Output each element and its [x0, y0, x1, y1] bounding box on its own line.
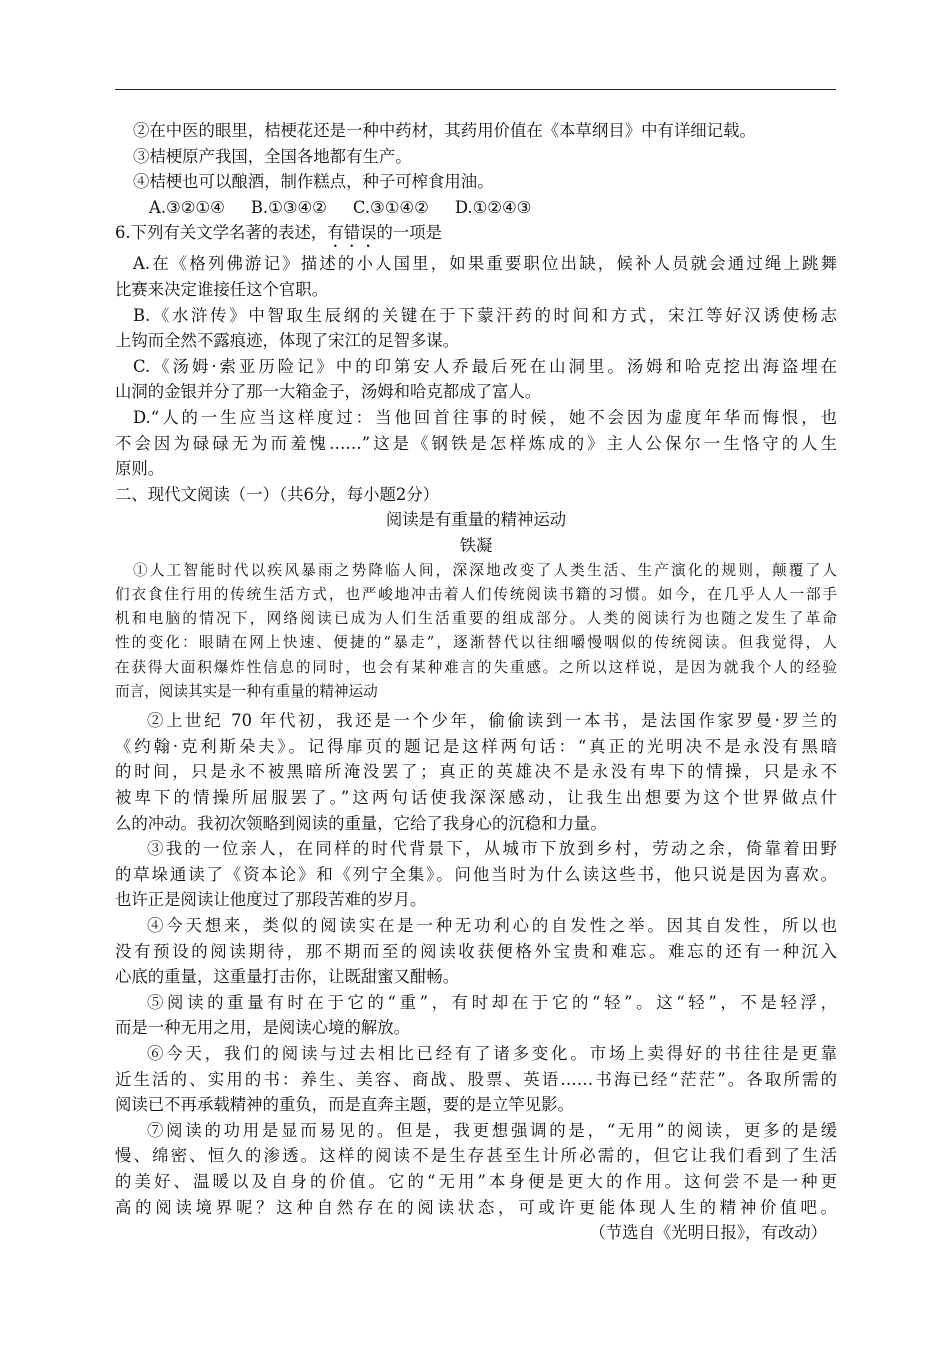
emphasis-dots: 有错误: [327, 223, 377, 243]
q5-options: [115, 195, 837, 221]
q5-item-2: ②在中医的眼里，桔梗花还是一种中药材，其药用价值在《本草纲目》中有详细记载。: [133, 121, 756, 140]
q6-option-a: A.在《格列佛游记》描述的小人国里，如果重要职位出缺，候补人员就会通过绳上跳舞 比赛来决定谁接任这个官职。: [115, 254, 837, 299]
q6-option-c: C.《汤姆·索亚历险记》中的印第安人乔最后死在山洞里。汤姆和哈克挖出海盗埋在 山洞的金银并分了那一大箱金子，汤姆和哈克都成了富人。: [115, 356, 837, 402]
paragraph-4: ④今天想来，类似的阅读实在是一种无功利心的自发性之举。因其自发性，所以也 没有预设的阅读期待，那不期而至的阅读收获便格外宝贵和难忘。难忘的还有一种沉入 心底的重量，这重量打击你，让既甜蜜又酣畅。: [115, 916, 837, 987]
article-author: 铁凝: [459, 535, 493, 555]
section-heading: 二、现代文阅读（一）（共6分，每小题2分）: [115, 484, 440, 504]
paragraph-5: ⑤阅读的重量有时在于它的“重”，有时却在于它的“轻”。这“轻”，不是轻浮， 而是一种无用之用，是阅读心境的解放。: [115, 992, 837, 1038]
q6-stem: 6.下列有关文学名著的表述，有错误的一项是: [115, 223, 443, 243]
paragraph-3: ③我的一位亲人，在同样的时代背景下，从城市下放到乡村，劳动之余，倚靠着田野 的草垛通读了《资本论》和《列宁全集》。问他当时为什么读这些书，他只说是因为喜欢。 也许正是阅读让他度过了那段苦难的岁月。: [115, 839, 837, 910]
q5-option-b: B.①③④②: [250, 197, 327, 217]
q5-option-d: D.①②④③: [454, 197, 532, 217]
q5-option-a: A.③②①④: [149, 197, 225, 217]
paragraph-2: ②上世纪 70 年代初，我还是一个少年，偷偷读到一本书，是法国作家罗曼·罗兰的 《约翰·克利斯朵夫》。记得扉页的题记是这样两句话：“真正的光明决不是永没有黑暗 的时间，只是永不被黑暗所淹没罢了；真正的英雄决不是永没有卑下的情操，只是永不 被卑下的情操所屈服罢了。”这两句话使我深深感动，让我生出想要为这个世界做点什 么的冲动。我初次领略到阅读的重量，它给了我身心的沉稳和力量。: [115, 711, 837, 833]
q6-option-b: B.《水浒传》中智取生辰纲的关键在于下蒙汗药的时间和方式，宋江等好汉诱使杨志 上钩而全然不露痕迹，体现了宋江的足智多谋。: [115, 305, 837, 351]
q5-item-3: ③桔梗原产我国，全国各地都有生产。: [133, 146, 412, 166]
paragraph-1: ①人工智能时代以疾风暴雨之势降临人间，深深地改变了人类生活、生产演化的规则，颠覆了人 们衣食住行用的传统生活方式，也严峻地冲击着人们传统阅读书籍的习惯。如今，在几乎人人一部手 机和电脑的情况下，网络阅读已成为人们生活重要的组成部分。人类的阅读行为也随之发生了革命 性的变化：眼睛在网上快速、便捷的“暴走”，逐渐替代以往细嚼慢咽似的传统阅读。但我觉得，人 在获得大面积爆炸性信息的同时，也会有某种难言的失重感。之所以这样说，是因为就我个人的经验 而言，阅读其实是一种有重量的精神运动: [115, 561, 837, 700]
q5-item-4: ④桔梗也可以酿酒，制作糕点，种子可榨食用油。: [133, 172, 494, 192]
article-title: 阅读是有重量的精神运动: [385, 510, 567, 530]
paragraph-6: ⑥今天，我们的阅读与过去相比已经有了诸多变化。市场上卖得好的书往往是更靠 近生活的、实用的书：养生、美容、商战、股票、英语……书海已经“茫茫”。各取所需的 阅读已不再承载精神的重负，而是直奔主题，要的是立竿见影。: [115, 1044, 837, 1115]
header-rule: [115, 89, 836, 90]
paragraph-7: ⑦阅读的功用是显而易见的。但是，我更想强调的是，“无用”的阅读，更多的是缓 慢、绵密、恒久的渗透。这样的阅读不是生存甚至生计所必需的，但它让我们看到了生活 的美好、温暖以及自身的价值。它的“无用”本身便是更大的作用。这何尝不是一种更 高的阅读境界呢？这种自然存在的阅读状态，可或许更能体现人生的精神价值吧。: [115, 1120, 837, 1217]
q5-items: [115, 118, 837, 195]
q5-option-c: C.③①④②: [352, 197, 429, 217]
q6-option-d: D.“人的一生应当这样度过：当他回首往事的时候，她不会因为虚度年华而悔恨，也 不会因为碌碌无为而羞愧……”这是《钢铁是怎样炼成的》主人公保尔一生恪守的人生 原则。: [115, 407, 837, 479]
source-note: （节选自《光明日报》，有改动）: [589, 1223, 827, 1243]
exam-page: [115, 118, 837, 1246]
